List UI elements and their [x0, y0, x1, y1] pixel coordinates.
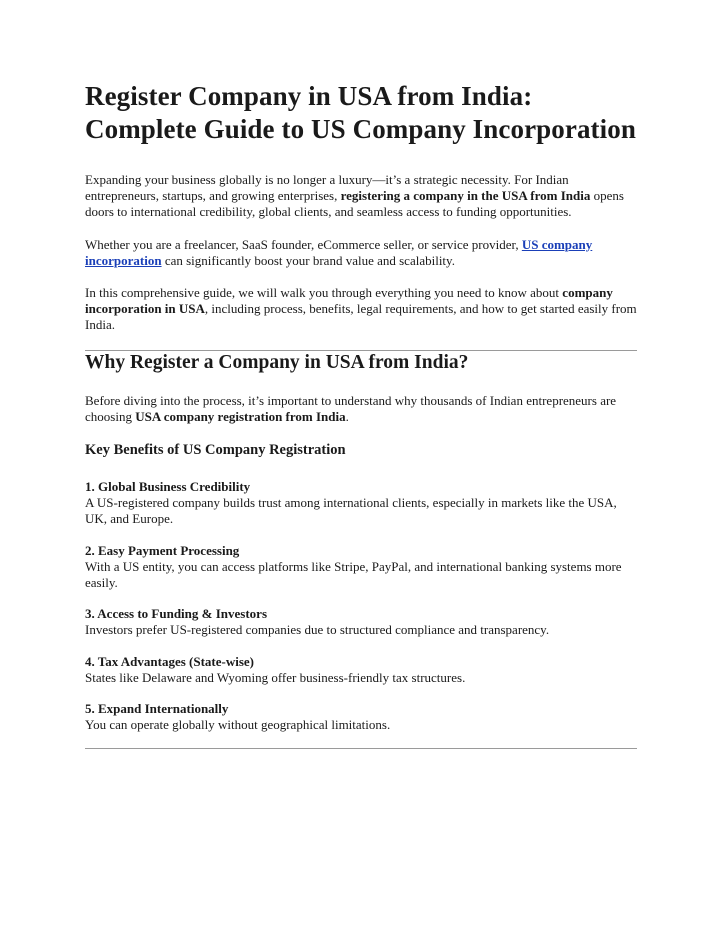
- benefit-description: With a US entity, you can access platforms like Stripe, PayPal, and international banking systems more easily.: [85, 558, 622, 591]
- benefit-item: [85, 543, 637, 592]
- intro-paragraph-2: [85, 237, 637, 269]
- section1-paragraph: [85, 393, 637, 425]
- benefit-item: [85, 654, 637, 686]
- intro-p2-text: Whether you are a freelancer, SaaS founder, eCommerce seller, or service provider,: [85, 236, 522, 252]
- page-title: Register Company in USA from India: Complete Guide to US Company Incorporation: [85, 81, 636, 144]
- benefit-description: Investors prefer US-registered companies due to structured compliance and transparency.: [85, 622, 550, 638]
- intro-p3-bold: company incorporation in USA: [85, 285, 613, 317]
- intro-p1-bold: registering a company in the USA from India: [340, 188, 591, 204]
- us-company-incorporation-link[interactable]: US company incorporation: [85, 236, 593, 268]
- section1-bold: USA company registration from India: [135, 408, 346, 424]
- intro-p2-text-end: can significantly boost your brand value and scalability.: [161, 252, 455, 268]
- benefit-title: 2. Easy Payment Processing: [85, 542, 240, 558]
- benefit-item: [85, 701, 637, 733]
- benefit-title: 1. Global Business Credibility: [85, 479, 251, 495]
- intro-paragraph-1: [85, 172, 637, 221]
- section1-text-end: .: [345, 408, 349, 424]
- benefit-description: A US-registered company builds trust among international clients, especially in markets like the USA, UK, and Europe.: [85, 495, 617, 527]
- benefit-item: [85, 606, 637, 638]
- benefit-title: 4. Tax Advantages (State-wise): [85, 653, 255, 669]
- intro-p1-text-end: opens doors to international credibility, global clients, and seamless access to funding opportunities.: [85, 188, 624, 220]
- benefit-description: You can operate globally without geographical limitations.: [85, 717, 391, 733]
- benefit-description: States like Delaware and Wyoming offer business-friendly tax structures.: [85, 669, 466, 685]
- intro-p1-text: Expanding your business globally is no longer a luxury—it’s a strategic necessity. For Indian entrepreneurs, startups, and growing enterprises,: [85, 172, 569, 204]
- subheading-key-benefits: Key Benefits of US Company Registration: [85, 442, 346, 459]
- section-divider-bottom: [85, 748, 637, 749]
- intro-p3-text-end: , including process, benefits, legal requirements, and how to get started easily from India.: [85, 301, 637, 333]
- intro-paragraph-3: [85, 285, 637, 334]
- intro-p3-text: In this comprehensive guide, we will walk you through everything you need to know about: [85, 285, 563, 301]
- benefit-title: 3. Access to Funding & Investors: [85, 606, 268, 622]
- section1-text: Before diving into the process, it’s important to understand why thousands of Indian entrepreneurs are choosing: [85, 392, 617, 424]
- document-content: [85, 80, 637, 749]
- section-heading-why-register: Why Register a Company in USA from India?: [85, 351, 469, 373]
- benefit-item: [85, 479, 637, 528]
- benefit-title: 5. Expand Internationally: [85, 701, 229, 717]
